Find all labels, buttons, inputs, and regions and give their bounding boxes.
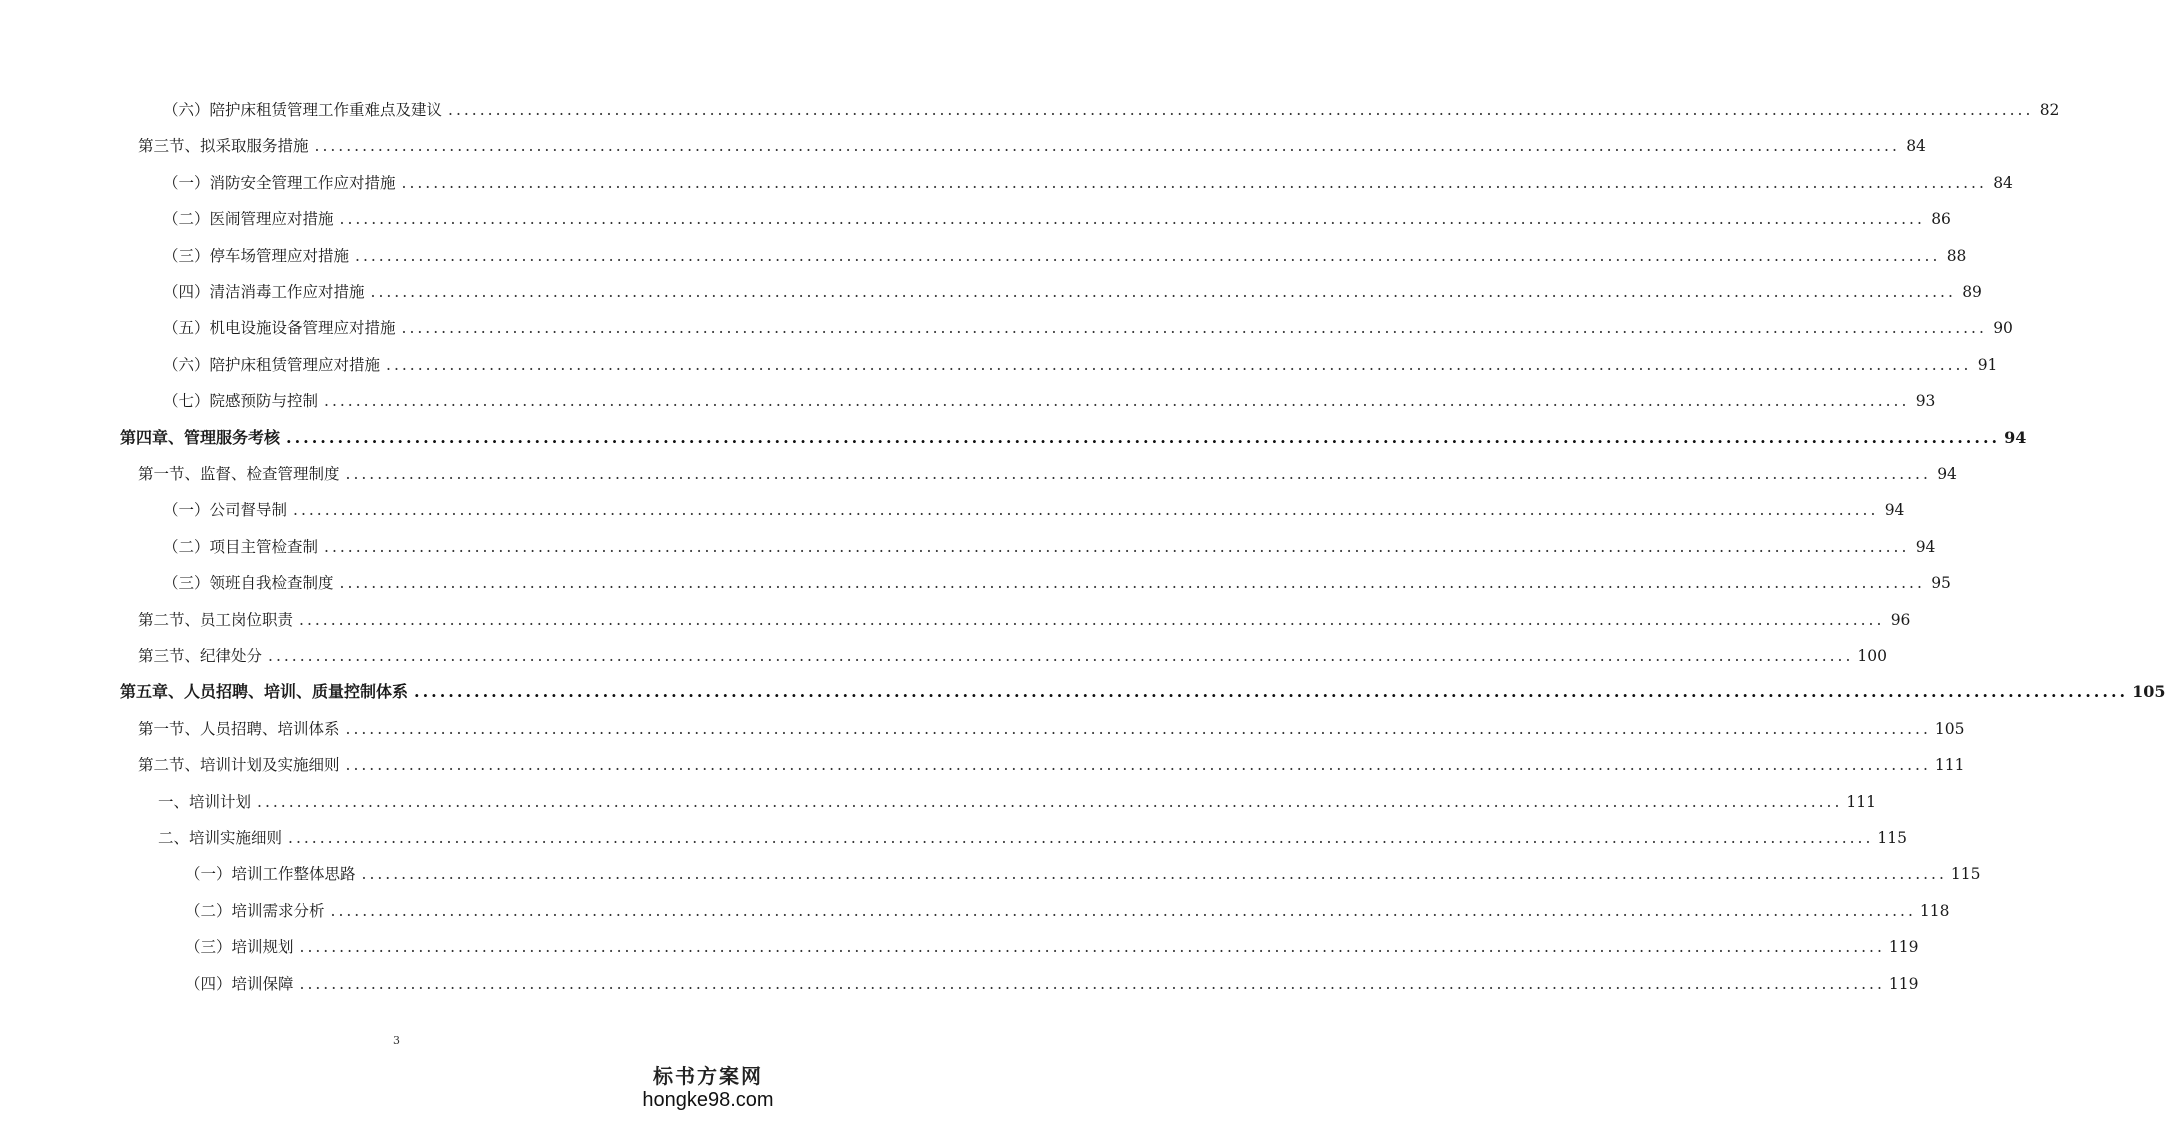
toc-entry-label: 一、培训计划 xyxy=(158,793,252,811)
toc-entry-label: （四）培训保障 xyxy=(185,975,294,993)
toc-entry-page: 115 xyxy=(1877,829,1908,847)
toc-dot-leader: ........................................................................................................................................................................................................ xyxy=(361,865,1947,883)
toc-entry-label: 第二节、培训计划及实施细则 xyxy=(138,756,340,774)
toc-entry[interactable] xyxy=(163,570,1951,596)
toc-entry[interactable] xyxy=(138,716,1965,742)
toc-entry[interactable] xyxy=(163,206,1951,232)
toc-entry-label: （七）院感预防与控制 xyxy=(163,392,319,410)
toc-entry-page: 84 xyxy=(1906,137,1926,155)
toc-entry-page: 100 xyxy=(1857,647,1888,665)
toc-entry[interactable] xyxy=(163,170,2013,196)
toc-entry-label: 第三节、纪律处分 xyxy=(138,647,263,665)
toc-dot-leader: ........................................................................................................................................................................................................ xyxy=(339,210,1925,228)
toc-entry[interactable] xyxy=(185,861,1981,887)
toc-dot-leader: ........................................................................................................................................................................................................ xyxy=(386,356,1972,374)
toc-dot-leader: ........................................................................................................................................................................................................ xyxy=(339,574,1925,592)
toc-entry[interactable] xyxy=(163,497,1905,523)
toc-entry-page: 90 xyxy=(1993,319,2013,337)
watermark-chinese: 标书方案网 xyxy=(653,1064,763,1088)
toc-entry-page: 94 xyxy=(1915,538,1936,556)
toc-entry-label: （三）培训规划 xyxy=(185,938,294,956)
toc-dot-leader: ........................................................................................................................................................................................................ xyxy=(324,538,1910,556)
toc-entry-label: 二、培训实施细则 xyxy=(158,829,283,847)
toc-entry-page: 84 xyxy=(1993,174,2013,192)
toc-entry[interactable] xyxy=(163,388,1936,414)
toc-dot-leader: ........................................................................................................................................................................................................ xyxy=(299,611,1885,629)
toc-dot-leader: ........................................................................................................................................................................................................ xyxy=(257,793,1843,811)
toc-dot-leader: ........................................................................................................................................................................................................ xyxy=(448,101,2034,119)
toc-dot-leader: ........................................................................................................................................................................................................ xyxy=(293,501,1879,519)
toc-entry[interactable] xyxy=(185,971,1919,997)
toc-entry-label: （一）培训工作整体思路 xyxy=(185,865,356,883)
toc-entry-page: 119 xyxy=(1888,938,1919,956)
toc-entry-label: （一）消防安全管理工作应对措施 xyxy=(163,174,396,192)
toc-entry[interactable] xyxy=(163,534,1936,560)
toc-entry[interactable] xyxy=(185,898,1950,924)
watermark-url: hongke98.com xyxy=(642,1089,774,1111)
toc-entry-label: 第一节、人员招聘、培训体系 xyxy=(138,720,340,738)
toc-chapter-entry[interactable] xyxy=(120,425,2027,451)
toc-dot-leader: ........................................................................................................................................................................................................ xyxy=(414,682,2129,701)
toc-entry-page: 118 xyxy=(1919,902,1950,920)
toc-entry-page: 91 xyxy=(1977,356,1998,374)
toc-entry-label: （二）项目主管检查制 xyxy=(163,538,319,556)
toc-entry-page: 119 xyxy=(1888,975,1919,993)
toc-entry-label: 第一节、监督、检查管理制度 xyxy=(138,465,340,483)
toc-dot-leader: ........................................................................................................................................................................................................ xyxy=(268,647,1854,665)
toc-entry-page: 88 xyxy=(1946,247,1967,265)
toc-dot-leader: ........................................................................................................................................................................................................ xyxy=(299,938,1885,956)
toc-entry[interactable] xyxy=(138,752,1965,778)
toc-entry-page: 95 xyxy=(1931,574,1951,592)
toc-dot-leader: ........................................................................................................................................................................................................ xyxy=(401,319,1987,337)
toc-entry-page: 111 xyxy=(1846,793,1877,811)
toc-entry-page: 96 xyxy=(1890,611,1911,629)
toc-chapter-entry[interactable] xyxy=(120,679,2165,705)
toc-entry[interactable] xyxy=(138,643,1888,669)
toc-dot-leader: ........................................................................................................................................................................................................ xyxy=(370,283,1956,301)
toc-entry-label: （四）清洁消毒工作应对措施 xyxy=(163,283,365,301)
toc-entry-label: （三）停车场管理应对措施 xyxy=(163,247,350,265)
toc-entry[interactable] xyxy=(138,607,1911,633)
toc-dot-leader: ........................................................................................................................................................................................................ xyxy=(401,174,1987,192)
toc-entry-page: 105 xyxy=(2132,682,2165,701)
toc-entry-page: 105 xyxy=(1934,720,1965,738)
toc-entry-label: （三）领班自我检查制度 xyxy=(163,574,334,592)
toc-entry[interactable] xyxy=(185,934,1919,960)
toc-entry[interactable] xyxy=(138,133,1926,159)
toc-entry[interactable] xyxy=(163,243,1967,269)
toc-entry-page: 115 xyxy=(1950,865,1981,883)
watermark-logo xyxy=(628,1064,788,1118)
toc-dot-leader: ........................................................................................................................................................................................................ xyxy=(330,902,1916,920)
page-number: 3 xyxy=(393,1034,400,1047)
toc-entry-label: （二）医闹管理应对措施 xyxy=(163,210,334,228)
toc-dot-leader: ........................................................................................................................................................................................................ xyxy=(288,829,1874,847)
toc-entry-label: （六）陪护床租赁管理应对措施 xyxy=(163,356,381,374)
toc-entry[interactable] xyxy=(158,825,1908,851)
toc-entry[interactable] xyxy=(138,461,1957,487)
toc-entry-label: （六）陪护床租赁管理工作重难点及建议 xyxy=(163,101,443,119)
toc-dot-leader: ........................................................................................................................................................................................................ xyxy=(299,975,1885,993)
toc-entry-page: 82 xyxy=(2039,101,2060,119)
toc-entry-label: 第三节、拟采取服务措施 xyxy=(138,137,309,155)
toc-dot-leader: ........................................................................................................................................................................................................ xyxy=(314,137,1900,155)
toc-entry[interactable] xyxy=(163,315,2013,341)
toc-entry[interactable] xyxy=(158,789,1877,815)
toc-entry-label: （二）培训需求分析 xyxy=(185,902,325,920)
toc-entry-page: 94 xyxy=(2004,428,2027,447)
toc-entry-page: 94 xyxy=(1937,465,1957,483)
toc-dot-leader: ........................................................................................................................................................................................................ xyxy=(324,392,1910,410)
toc-entry-page: 86 xyxy=(1931,210,1951,228)
toc-dot-leader: ........................................................................................................................................................................................................ xyxy=(345,756,1931,774)
toc-entry[interactable] xyxy=(163,97,2060,123)
toc-entry-label: 第二节、员工岗位职责 xyxy=(138,611,294,629)
toc-entry-page: 93 xyxy=(1915,392,1936,410)
toc-entry[interactable] xyxy=(163,352,1998,378)
toc-entry-label: 第五章、人员招聘、培训、质量控制体系 xyxy=(120,682,409,701)
toc-entry-label: 第四章、管理服务考核 xyxy=(120,428,281,447)
toc-entry-label: （五）机电设施设备管理应对措施 xyxy=(163,319,396,337)
toc-entry-page: 89 xyxy=(1962,283,1982,301)
toc-dot-leader: ........................................................................................................................................................................................................ xyxy=(286,428,2001,447)
toc-dot-leader: ........................................................................................................................................................................................................ xyxy=(345,465,1931,483)
toc-entry-page: 111 xyxy=(1934,756,1965,774)
toc-entry-page: 94 xyxy=(1884,501,1905,519)
toc-entry-label: （一）公司督导制 xyxy=(163,501,288,519)
toc-dot-leader: ........................................................................................................................................................................................................ xyxy=(355,247,1941,265)
toc-dot-leader: ........................................................................................................................................................................................................ xyxy=(345,720,1931,738)
toc-entry[interactable] xyxy=(163,279,1982,305)
